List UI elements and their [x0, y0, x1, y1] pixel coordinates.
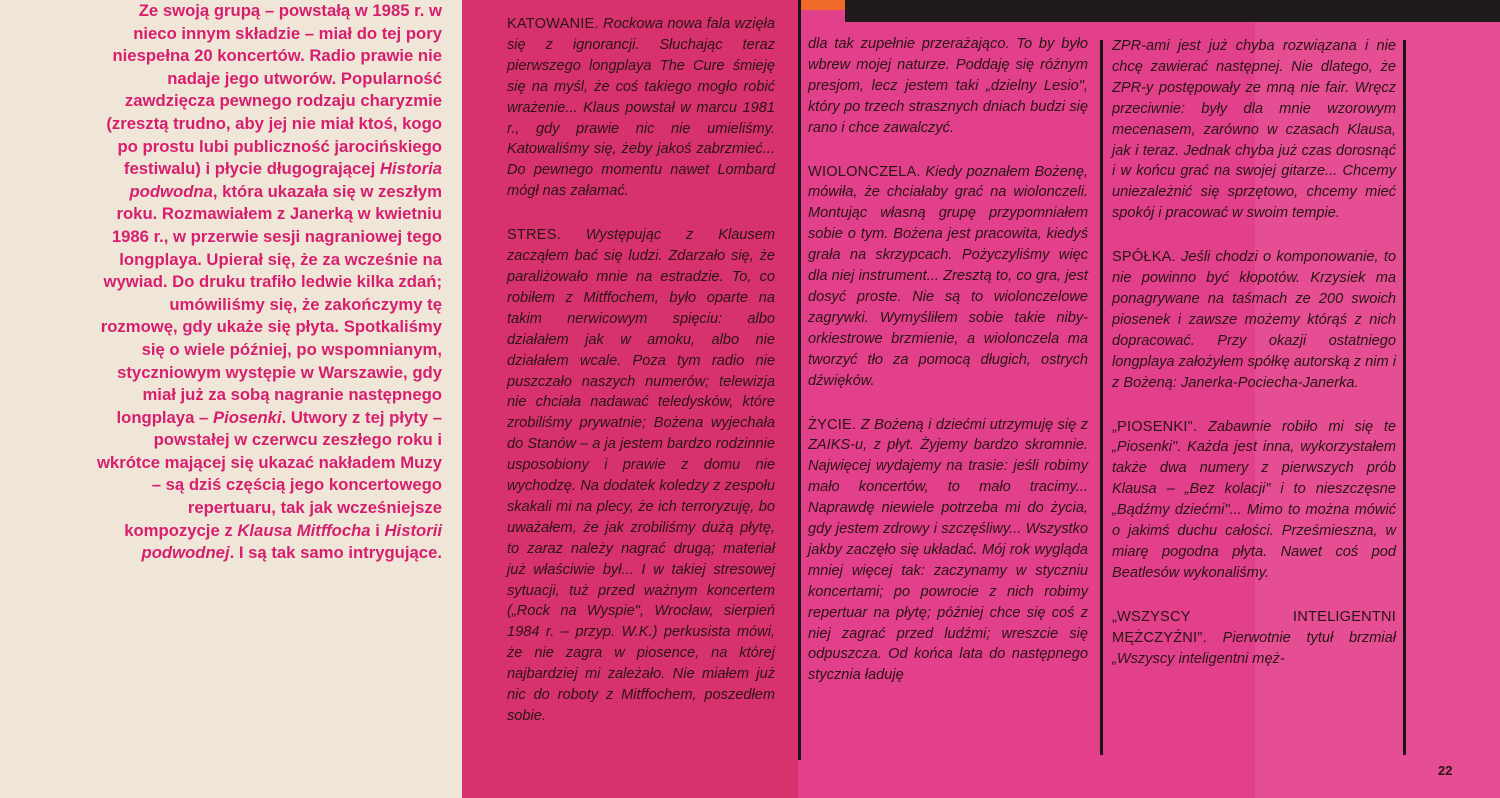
paragraph-text: Rockowa nowa fala wzięła się z ignorancji. Słuchając teraz pierwszego longplaya The Cure śmieję się na myśl, że coś takiego mogło robić wrażenie... Klaus powstał w marcu 1981 r., gdy prawie nic nie umieliśmy. Katowaliśmy się, żeby jakoś zabrzmieć... Do pewnego momentu nawet Lombard mógł nas załamać.: [507, 16, 775, 200]
article-paragraph: [808, 34, 1088, 139]
paragraph-text: Jeśli chodzi o komponowanie, to nie powinno być kłopotów. Krzysiek ma ponagrywane na taśmach ze 200 swoich piosenek i zawsze możemy którąś z nich dopracować. Przy okazji ostatniego longplaya założyłem spółkę autorską z nim i z Bożeną: Janerka-Pociecha-Janerka.: [1112, 249, 1396, 391]
paragraph-text: Zabawnie robiło mi się te „Piosenki". Każda jest inna, wykorzystałem także dwa numery z pierwszych prób Klausa – „Bez kolacji" i to nieszczęsne „Bądźmy dziećmi"... Mimo to można mówić o jakimś duchu całości. Prześmieszna, w miarę pogodna płyta. Nawet coś pod Beatlesów wykonaliśmy.: [1112, 418, 1396, 581]
album-title: Historii podwodnej: [141, 520, 442, 563]
article-paragraph: [507, 225, 775, 727]
paragraph-text: Kiedy poznałem Bożenę, mówiła, że chciałaby grać na wiolonczeli. Montując własną grupę przypomniałem sobie o tym. Bożena jest pracowita, kiedyś grała na skrzypcach. Pożyczyliśmy więc dla niej instrument... Zresztą to, co gra, jest dosyć proste. Nie są to wiolonczelowe zagrywki. Wymyśliłem sobie takie niby-orkiestrowe brzmienie, a wiolonczela ma tworzyć tło za pomocą długich, ostrych dźwięków.: [808, 163, 1088, 389]
header-accent: [800, 0, 845, 10]
paragraph-text: Z Bożeną i dziećmi utrzymuję się z ZAIKS-u, z płyt. Żyjemy bardzo skromnie. Najwięcej wydajemy na trasie: jeśli robimy mało koncertów, to mało tracimy... Naprawdę niewiele potrzeba mi do życia, gdy jestem zdrowy i szczęśliwy... Wszystko jakby zaczęło się układać. Mój rok wygląda mniej więcej tak: zaczynamy w styczniu koncertami; po powrocie z nich robimy repertuar na płytę; później chce się coś z niej zagrać przed ludźmi; wreszcie się odpuszcza. Od końca lata do następnego stycznia ładuję: [808, 416, 1088, 684]
section-heading: STRES.: [507, 227, 561, 244]
article-paragraph: [808, 162, 1088, 392]
column-rule: [1100, 40, 1103, 755]
column-rule: [1403, 40, 1406, 755]
article-paragraph: [808, 415, 1088, 687]
album-title: Historia podwodna: [129, 159, 442, 201]
column-rule: [798, 0, 801, 760]
section-heading: „WSZYSCY INTELIGENTNI MĘŻCZYŹNI".: [1112, 608, 1396, 646]
section-heading: WIOLONCZELA.: [808, 163, 921, 180]
paragraph-text: dla tak zupełnie przerażająco. To by było wbrew mojej naturze. Poddaję się różnym presjom, lecz jestem taki „dzielny Lesio", który po trzech strasznych dniach budzi się rano i chce zawalczyć.: [808, 36, 1088, 136]
album-title: Piosenki: [212, 407, 282, 427]
section-heading: ŻYCIE.: [808, 416, 857, 433]
article-paragraph: [1112, 607, 1396, 670]
article-paragraph: [1112, 247, 1396, 393]
paragraph-text: Pierwotnie tytuł brzmiał „Wszyscy inteligentni męż-: [1112, 629, 1396, 667]
paragraph-text: ZPR-ami jest już chyba rozwiązana i nie chcę zawierać następnej. Nie dlatego, że ZPR-y postępowały ze mną nie fair. Wręcz przeciwnie: były dla mnie wzorowym mecenasem, zarówno w czasach Klausa, jak i teraz. Jednak chyba już czas dorosnąć i w końcu grać na swojej gitarze... Chcemy uniezależnić się sprzętowo, chcemy mieć spokój i pracować w swoim tempie.: [1112, 38, 1396, 222]
article-paragraph: [1112, 417, 1396, 584]
article-paragraph: [1112, 36, 1396, 224]
paragraph-text: Występując z Klausem zacząłem bać się ludzi. Zdarzało się, że paraliżowało mnie na estradzie. To, co robiłem z Mitffochem, było oparte na takim nerwicowym spięciu: albo działałem jak w amoku, albo nie działałem wcale. Poza tym radio nie puszczało naszych numerów; telewizja nie chciała nadawać teledysków, które zrobiliśmy prywatnie; Bożena wyjechała do Stanów – a ja jestem bardzo rodzinnie usposobiony i prawie z domu nie wychodzę. Na dodatek koledzy z zespołu skakali mi na plecy, że ich terroryzuję, bo uważałem, że jak zrobiliśmy dużą płytę, to zaraz należy nagrać drugą; materiał już właściwie był... I w takiej stresowej sytuacji, tuż przed ważnym koncertem („Rock na Wyspie", Wrocław, sierpień 1984 r. – przyp. W.K.) perkusista mówi, że nie zagra w piosence, na której najbardziej mi zależało. Nie miałem już nic do roboty z Mitffochem, poszedłem sobie.: [507, 227, 775, 724]
album-title: Klausa Mitffocha: [237, 520, 371, 540]
section-heading: „PIOSENKI".: [1112, 418, 1198, 435]
page-number: 22: [1438, 763, 1453, 778]
article-paragraph: [507, 14, 775, 202]
header-bar: [845, 0, 1500, 22]
article-column-1: [507, 14, 775, 750]
section-heading: KATOWANIE.: [507, 16, 599, 32]
section-heading: SPÓŁKA.: [1112, 249, 1176, 266]
article-column-3: [1112, 36, 1396, 692]
article-column-2: [808, 34, 1088, 709]
intro-text: Ze swoją grupą – powstałą w 1985 r. w nieco innym składzie – miał do tej pory niespełna 20 koncertów. Radio prawie nie nadaje jego utworów. Popularność zawdzięcza pewnego rodzaju charyzmie (zresztą trudno, aby jej nie miał ktoś, kogo po prostu lubi publiczność jarocińskiego festiwalu) i płycie długogrającej Historia podwodna, która ukazała się w zeszłym roku. Rozmawiałem z Janerką w kwietniu 1986 r., w przerwie sesji nagraniowej tego longplaya. Upierał się, że za wcześnie na wywiad. Do druku trafiło ledwie kilka zdań; umówiliśmy się, że zakończymy tę rozmowę, gdy ukaże się płyta. Spotkaliśmy się o wiele później, po wspomnianym, styczniowym występie w Warszawie, gdy miał już za sobą nagranie następnego longplaya – Piosenki. Utwory z tej płyty – powstałej w czerwcu zeszłego roku i wkrótce mającej się ukazać nakładem Muzy – są dziś częścią jego koncertowego repertuaru, tak jak wcześniejsze kompozycje z Klausa Mitffocha i Historii podwodnej. I są tak samo intrygujące.: [96, 1, 442, 563]
